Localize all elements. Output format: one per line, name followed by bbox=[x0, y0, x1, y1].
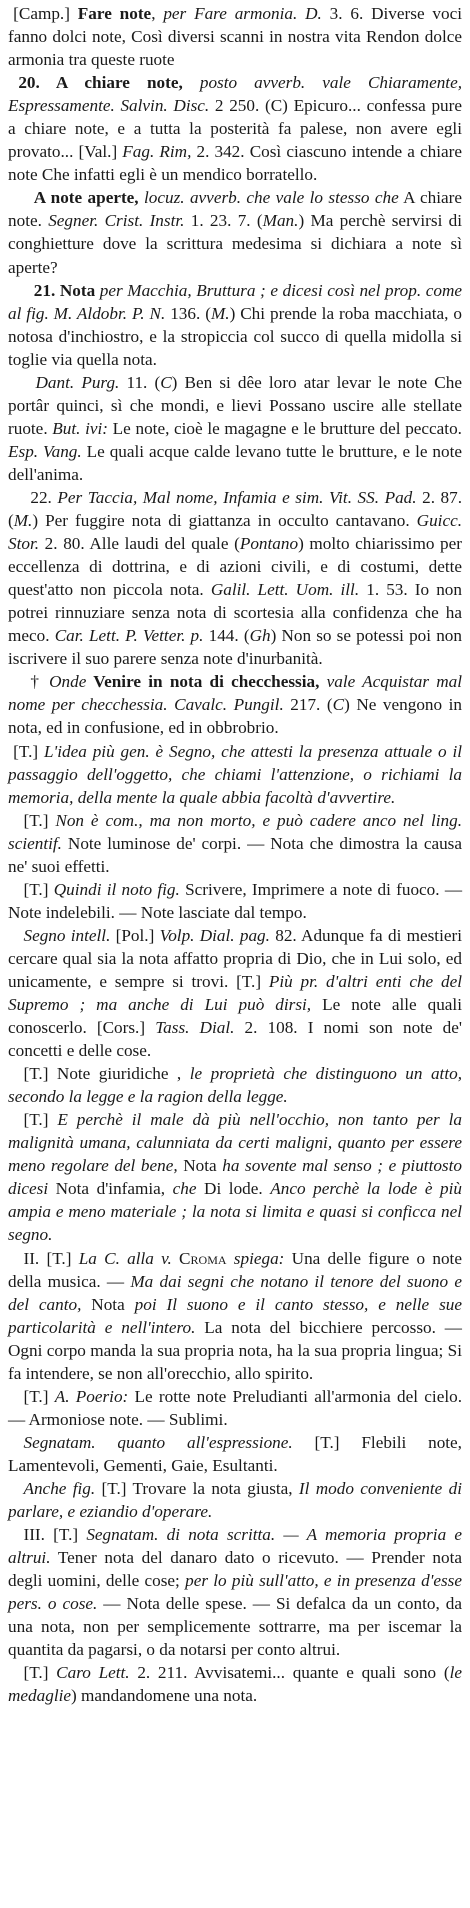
paragraph bbox=[8, 809, 462, 878]
text-run: Segno intell. bbox=[23, 925, 111, 945]
paragraph bbox=[8, 371, 462, 486]
text-run: Più pr. d'altri enti che del Supremo ; ma anche di Lui può dirsi, bbox=[8, 971, 462, 1015]
text-run: But. ivi: bbox=[52, 418, 109, 438]
text-run: 1. 53. Io non potrei rinnuziare senza nota di scortesia alla confidenza che ha meco. bbox=[8, 580, 462, 646]
text-run: Nota bbox=[81, 1294, 135, 1314]
text-run: Le note alle quali conoscerlo. [Cors.] bbox=[8, 995, 462, 1038]
text-run: vale Acquistar mal nome per checchessia. Cavalc. Pungil. bbox=[8, 672, 463, 715]
text-run: [T.] bbox=[23, 810, 56, 830]
paragraph bbox=[8, 1661, 462, 1707]
text-run: ha sovente mal senso ; e piuttosto dicesi bbox=[8, 1156, 462, 1199]
paragraph bbox=[8, 1247, 462, 1385]
text-run: Galil. Lett. Uom. ill. bbox=[210, 580, 360, 600]
paragraph bbox=[8, 1477, 462, 1523]
text-run: ) Chi prende la roba macchiata, o notosa d'inchiostro, e la stropiccia col succo di quella midolla si toglie via quella nota. bbox=[8, 303, 462, 369]
text-run: [T.] bbox=[13, 741, 44, 761]
text-run: A chiare note. bbox=[8, 188, 463, 231]
paragraph bbox=[8, 1523, 462, 1661]
text-run: A. Poerio: bbox=[54, 1386, 129, 1406]
text-run: 2 250. (C) Epicuro... confessa pure a chiare note, e a tutta la posterità fa palese, non avere egli provato... [Val.] bbox=[8, 96, 462, 162]
text-run: 217. ( bbox=[283, 695, 333, 715]
text-run: 11. ( bbox=[119, 372, 161, 392]
text-run: II. [T.] bbox=[23, 1248, 79, 1268]
text-run: Una delle figure o note della musica. — bbox=[8, 1248, 462, 1291]
text-run: [T.] bbox=[23, 1663, 57, 1683]
text-run: Tass. Dial. bbox=[155, 1018, 235, 1038]
text-run: Ma dai segni che notano il tenore del suono e del canto, bbox=[8, 1271, 462, 1314]
text-run: ) Ben si dêe loro atar levar le note Che portâr quinci, sì che mondi, e lievi Possano uscire alle stellate ruote. bbox=[8, 372, 462, 438]
text-run: che bbox=[172, 1179, 197, 1199]
paragraph bbox=[8, 1385, 462, 1431]
paragraph bbox=[8, 1062, 462, 1108]
text-run: 144. ( bbox=[203, 626, 250, 646]
text-run: Man. bbox=[262, 211, 299, 231]
text-run: Croma bbox=[171, 1248, 227, 1268]
text-run: Le quali acque calde levano tutte le brutture, e le note dell'anima. bbox=[8, 441, 463, 484]
text-run: Guicc. Stor. bbox=[8, 511, 462, 554]
text-run: Gh bbox=[249, 626, 271, 646]
text-run: D. bbox=[305, 4, 322, 23]
text-run: Anco perchè la lode è più ampia e meno materiale ; la nota si limita e quasi si conficca nel segno. bbox=[8, 1179, 462, 1245]
text-run: C bbox=[332, 695, 345, 715]
paragraph bbox=[8, 71, 462, 186]
text-run: Segnatam. quanto all'espressione. bbox=[23, 1432, 293, 1452]
text-run: Le rotte note Preludianti all'armonia del cielo. — Armoniose note. — Sublimi. bbox=[8, 1386, 462, 1429]
text-run: 2. 211. Avvisatemi... quante e quali sono ( bbox=[129, 1663, 450, 1683]
text-run: 82. Adunque fa di mestieri cercare qual sia la nota affatto propria di Dio, che in Lui solo, ed unicamente, e sempre si trovi. [T.] bbox=[8, 925, 462, 991]
text-run: locuz. avverb. che vale lo stesso che bbox=[138, 188, 399, 208]
text-run: le medaglie bbox=[8, 1663, 462, 1706]
text-run: per Fare armonia. bbox=[163, 4, 298, 23]
text-run: ) Ne vengono in nota, ed in confusione, ed in obbrobrio. bbox=[8, 695, 463, 738]
text-run: 22. bbox=[30, 487, 58, 507]
text-run: ) Non so se potessi poi non iscrivere il suo parere senza note d'inurbanità. bbox=[8, 626, 462, 669]
text-run: E perchè il male dà più nell'occhio, non tanto per la malignità umana, calunniata da certi maligni, quanto per essere meno regolare del bene, bbox=[8, 1110, 463, 1176]
text-run: Car. Lett. P. Vetter. p. bbox=[54, 626, 204, 646]
text-run: per lo più sull'atto, e in presenza d'esse pers. o cose. bbox=[8, 1571, 462, 1614]
text-run: Nota bbox=[177, 1156, 223, 1176]
text-run: [T.] Flebili note, Lamentevoli, Gementi, Gaie, Esultanti. bbox=[8, 1432, 462, 1475]
text-run: 2. 342. Così ciascuno intende a chiare note Che infatti egli è un mendico borratello. bbox=[8, 142, 463, 185]
text-run: Per Taccia, Mal nome, Infamia e sim. Vit. SS. Pad. bbox=[57, 487, 417, 507]
text-run: poi Il suono e il canto stesso, e nelle sue particolarità e nell'intero. bbox=[8, 1294, 462, 1337]
paragraph bbox=[8, 279, 462, 371]
text-run: [T.] Trovare la nota giusta, bbox=[95, 1479, 299, 1498]
text-run: per Macchia, Bruttura ; e dicesi così nel prop. come al fig. M. Aldobr. P. N. bbox=[8, 280, 462, 323]
text-run: 3. 6. Diverse voci fanno dolci note, Così diversi scanni in nostra vita Rendon dolce armonia tra queste ruote bbox=[8, 4, 462, 70]
text-run: L'idea più gen. è Segno, che attesti la presenza attuale o il passaggio dell'oggetto, che chiami l'attenzione, o richiami la memoria, della mente la quale abbia facoltà d'avvertire. bbox=[8, 741, 462, 807]
paragraph bbox=[8, 740, 462, 809]
text-run: Fare note bbox=[77, 4, 152, 23]
text-run: — Nota delle spese. — Si defalca da un conto, da una nota, non per semplicemente sottrarre, ma per iscemar la quantita da pagarsi, o da notarsi per conto altrui. bbox=[8, 1594, 462, 1660]
text-run: 2. 108. I nomi son note de' concetti e delle cose. bbox=[8, 1018, 462, 1061]
text-run: Fag. Rim, bbox=[122, 142, 192, 162]
text-run: ) mandandomene una nota. bbox=[71, 1686, 258, 1706]
text-run: Nota d'infamia, bbox=[48, 1179, 173, 1199]
text-run: 136. ( bbox=[165, 303, 211, 323]
text-run: [T.] bbox=[23, 1110, 58, 1130]
paragraph bbox=[8, 186, 462, 278]
text-run: Le note, cioè le magagne e le brutture del peccato. bbox=[108, 418, 462, 438]
text-run: Non è com., ma non morto, e può cadere anco nel ling. scientif. bbox=[8, 810, 463, 853]
text-run: ) Per fuggire nota di giattanza in occulto cantavano. bbox=[32, 511, 417, 531]
text-run: 2. 87. ( bbox=[8, 487, 463, 531]
text-run: Il modo conveniente di parlare, e eziandio d'operare. bbox=[8, 1479, 462, 1522]
text-run bbox=[297, 4, 305, 23]
text-run: spiega: bbox=[226, 1248, 285, 1268]
text-run: M. bbox=[210, 303, 230, 323]
text-run: La nota del bicchiere percosso. — Ogni corpo manda la sua propria nota, ha la sua propria lingua; Si fa intendere, se non all'orecchio, allo spirito. bbox=[8, 1317, 462, 1383]
paragraph bbox=[8, 486, 462, 670]
text-run: Esp. Vang. bbox=[8, 441, 82, 461]
text-run: Caro Lett. bbox=[56, 1663, 130, 1683]
text-run: 21. Nota bbox=[33, 280, 96, 300]
text-run: Di lode. bbox=[196, 1179, 271, 1199]
text-run: Segnatam. di nota scritta. — A memoria propria e altrui. bbox=[8, 1525, 463, 1568]
text-run: [Pol.] bbox=[110, 925, 160, 945]
paragraph bbox=[8, 1431, 462, 1477]
text-run: A note aperte, bbox=[33, 188, 139, 208]
text-run: ) molto chiarissimo per eccellenza di dottrina, e di azioni civili, e di costumi, dette quest'atto non piccola nota. bbox=[8, 534, 462, 600]
paragraph bbox=[8, 878, 462, 924]
text-run: [T.] bbox=[23, 879, 54, 899]
text-run: † bbox=[30, 672, 50, 692]
text-run: le proprietà che distinguono un atto, secondo la legge e la ragion della legge. bbox=[8, 1064, 462, 1107]
text-run: 2. 80. Alle laudi del quale ( bbox=[39, 534, 240, 554]
paragraph bbox=[8, 924, 462, 1062]
text-run: 20. A chiare note, bbox=[18, 73, 183, 93]
text-run: Quindi il noto fig. bbox=[53, 879, 180, 899]
text-run: [Camp.] bbox=[13, 4, 78, 23]
text-run: Tener nota del danaro dato o ricevuto. — Prender nota degli uomini, delle cose; bbox=[8, 1548, 462, 1591]
text-run: III. [T.] bbox=[23, 1525, 87, 1545]
paragraph bbox=[8, 2, 462, 71]
text-run: ) Ma perchè servirsi di conghietture dove la scrittura medesima si dichiara a note sì aperte? bbox=[8, 211, 463, 277]
paragraph bbox=[8, 1108, 462, 1246]
text-run: Pontano bbox=[239, 534, 299, 554]
text-run: Anche fig. bbox=[23, 1479, 96, 1498]
paragraph bbox=[8, 670, 462, 739]
text-run: Dant. Purg. bbox=[35, 372, 120, 392]
text-run: C bbox=[160, 372, 172, 392]
text-run: 1. 23. 7. ( bbox=[184, 211, 263, 231]
text-run: Segner. Crist. Instr. bbox=[48, 211, 185, 231]
text-run: M. bbox=[13, 511, 33, 531]
text-run: Volp. Dial. pag. bbox=[159, 925, 270, 945]
text-run: [T.] Note giuridiche , bbox=[23, 1064, 190, 1084]
text-run: Scrivere, Imprimere a note di fuoco. — Note indelebili. — Note lasciate dal tempo. bbox=[8, 879, 463, 922]
text-run: Onde bbox=[49, 672, 87, 692]
text-run: Venire in nota di checchessia, bbox=[86, 672, 320, 692]
text-run: Note luminose de' corpi. — Nota che dimostra la causa ne' suoi effetti. bbox=[8, 833, 462, 876]
text-run: La C. alla v. bbox=[78, 1248, 172, 1268]
text-run: [T.] bbox=[23, 1386, 55, 1406]
text-run: posto avverb. vale Chiaramente, Espressamente. Salvin. Disc. bbox=[8, 73, 462, 116]
text-run: , bbox=[151, 4, 164, 23]
